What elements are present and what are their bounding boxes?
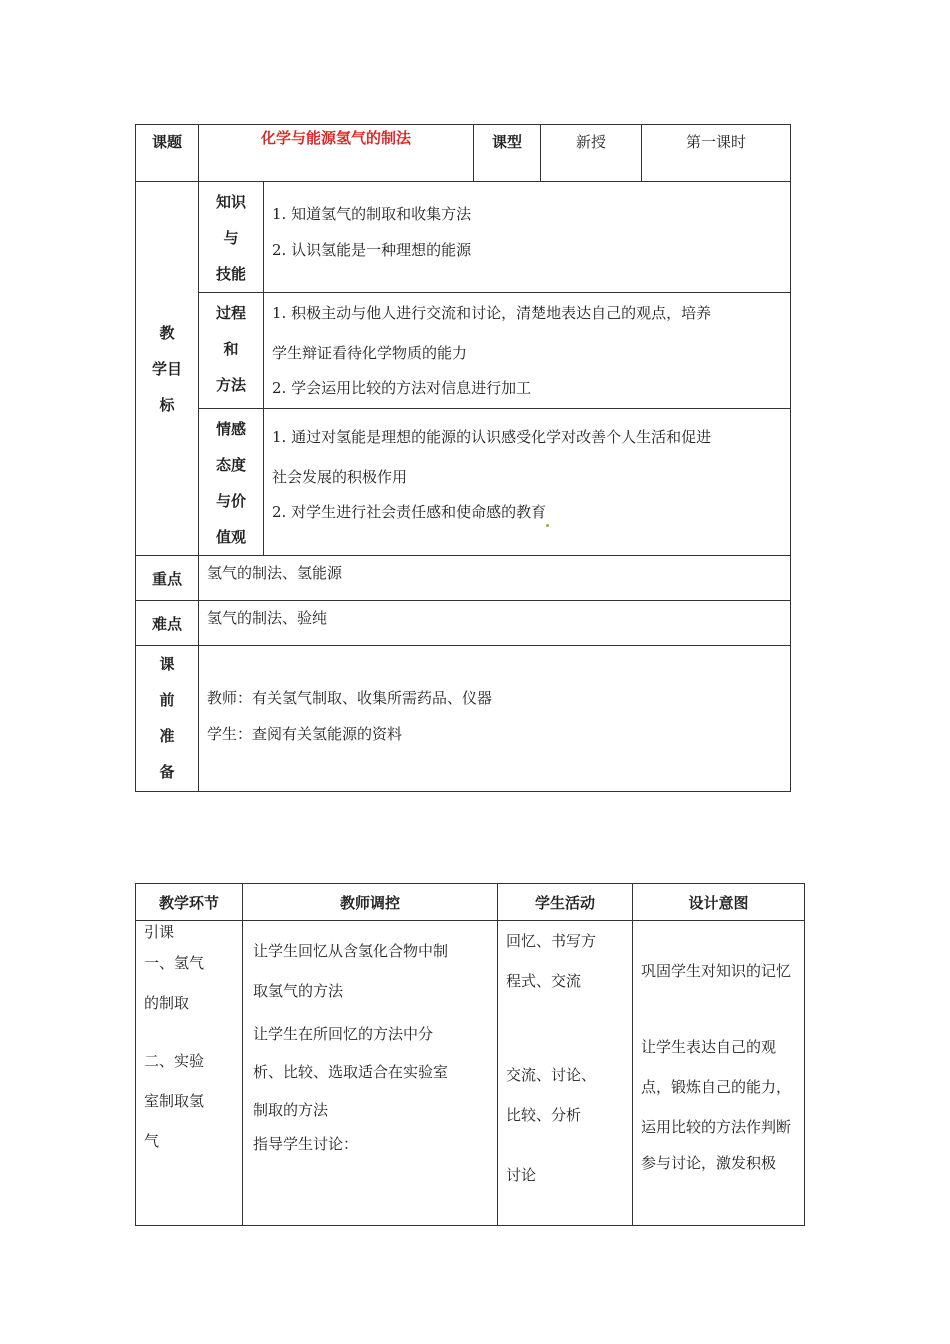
emotion-label bbox=[199, 409, 264, 556]
objective-item-text: 2. 对学生进行社会责任感和使命感的教育 bbox=[272, 503, 547, 521]
objective-item: 1. 积极主动与他人进行交流和讨论，清楚地表达自己的观点，培养 bbox=[272, 304, 712, 322]
objectives-label-line: 学目 bbox=[151, 359, 182, 378]
student-line: 回忆、书写方 bbox=[506, 932, 597, 950]
lesson-title: 化学与能源氢气的制法 bbox=[199, 125, 474, 182]
preparation-content bbox=[199, 646, 791, 792]
intent-cell bbox=[633, 921, 805, 1226]
stage-line: 二、实验 bbox=[144, 1052, 205, 1070]
objectives-label bbox=[136, 182, 199, 556]
intent-line: 让学生表达自己的观 bbox=[641, 1038, 777, 1056]
mark-dot bbox=[546, 524, 549, 527]
knowledge-content bbox=[264, 182, 791, 293]
label-line: 值观 bbox=[215, 528, 246, 546]
objective-item: 2. 认识氢能是一种理想的能源 bbox=[272, 241, 472, 259]
difficulty-value: 氢气的制法、验纯 bbox=[199, 601, 791, 646]
header-row bbox=[136, 125, 791, 182]
stage-line: 的制取 bbox=[144, 994, 190, 1012]
stage-line: 室制取氢 bbox=[144, 1092, 205, 1110]
label-line: 技能 bbox=[215, 265, 246, 283]
topic-label: 课题 bbox=[136, 125, 199, 182]
stage-cell bbox=[136, 921, 243, 1226]
intent-line: 巩固学生对知识的记忆 bbox=[641, 962, 792, 980]
label-line: 和 bbox=[223, 340, 239, 358]
label-line: 前 bbox=[159, 691, 175, 709]
objective-item: 1. 知道氢气的制取和收集方法 bbox=[272, 205, 472, 223]
label-line: 备 bbox=[159, 763, 175, 781]
objective-item: 学生辩证看待化学物质的能力 bbox=[272, 344, 468, 362]
student-line: 比较、分析 bbox=[506, 1106, 582, 1124]
key-point-row bbox=[136, 556, 791, 601]
student-line: 讨论 bbox=[506, 1166, 537, 1184]
process-row bbox=[136, 293, 791, 409]
stage-line: 引课 bbox=[144, 923, 175, 941]
teaching-process-table bbox=[135, 883, 805, 1226]
label-line: 知识 bbox=[215, 193, 246, 211]
teacher-line: 让学生回忆从含氢化合物中制 bbox=[253, 942, 449, 960]
difficulty-label: 难点 bbox=[136, 601, 199, 646]
intent-line: 运用比较的方法作判断 bbox=[641, 1118, 792, 1136]
type-label: 课型 bbox=[474, 125, 541, 182]
key-point-label: 重点 bbox=[136, 556, 199, 601]
objective-item bbox=[272, 497, 790, 527]
emotion-content bbox=[264, 409, 791, 556]
intent-line: 点，锻炼自己的能力， bbox=[641, 1078, 792, 1096]
header-student: 学生活动 bbox=[498, 884, 633, 921]
label-line: 态度 bbox=[215, 456, 246, 474]
header-teacher: 教师调控 bbox=[243, 884, 498, 921]
teacher-prep: 教师：有关氢气制取、收集所需药品、仪器 bbox=[207, 689, 493, 707]
knowledge-row bbox=[136, 182, 791, 293]
student-line: 交流、讨论、 bbox=[506, 1066, 597, 1084]
key-point-value: 氢气的制法、氢能源 bbox=[199, 556, 791, 601]
period-value: 第一课时 bbox=[642, 125, 791, 182]
objectives-label-line: 教 bbox=[159, 323, 175, 342]
intent-line: 参与讨论，激发积极 bbox=[641, 1154, 777, 1172]
knowledge-label bbox=[199, 182, 264, 293]
process-content bbox=[264, 293, 791, 409]
student-prep: 学生：查阅有关氢能源的资料 bbox=[207, 725, 403, 743]
objectives-label-line: 标 bbox=[159, 395, 175, 414]
label-line: 方法 bbox=[215, 376, 246, 394]
label-line: 课 bbox=[159, 655, 175, 673]
label-line: 情感 bbox=[215, 420, 246, 438]
stage-line: 一、氢气 bbox=[144, 954, 205, 972]
process-body-row bbox=[136, 921, 805, 1226]
preparation-label bbox=[136, 646, 199, 792]
student-line: 程式、交流 bbox=[506, 972, 582, 990]
objective-item: 1. 通过对氢能是理想的能源的认识感受化学对改善个人生活和促进 bbox=[272, 428, 712, 446]
process-label bbox=[199, 293, 264, 409]
difficulty-row bbox=[136, 601, 791, 646]
teacher-line: 让学生在所回忆的方法中分 bbox=[253, 1025, 434, 1043]
student-cell bbox=[498, 921, 633, 1226]
emotion-row bbox=[136, 409, 791, 556]
stage-line: 气 bbox=[144, 1132, 160, 1150]
lesson-plan-table bbox=[135, 124, 791, 792]
process-header-row bbox=[136, 884, 805, 921]
label-line: 过程 bbox=[215, 304, 246, 322]
header-stage: 教学环节 bbox=[136, 884, 243, 921]
objective-item: 社会发展的积极作用 bbox=[272, 468, 408, 486]
type-value: 新授 bbox=[541, 125, 642, 182]
teacher-line: 指导学生讨论： bbox=[253, 1135, 359, 1153]
teacher-cell bbox=[243, 921, 498, 1226]
label-line: 准 bbox=[159, 727, 175, 745]
preparation-row bbox=[136, 646, 791, 792]
label-line: 与价 bbox=[215, 492, 246, 510]
objective-item: 2. 学会运用比较的方法对信息进行加工 bbox=[272, 379, 532, 397]
teacher-line: 取氢气的方法 bbox=[253, 982, 344, 1000]
label-line: 与 bbox=[223, 229, 239, 247]
teacher-line: 析、比较、选取适合在实验室 bbox=[253, 1063, 449, 1081]
teacher-line: 制取的方法 bbox=[253, 1101, 329, 1119]
header-intent: 设计意图 bbox=[633, 884, 805, 921]
